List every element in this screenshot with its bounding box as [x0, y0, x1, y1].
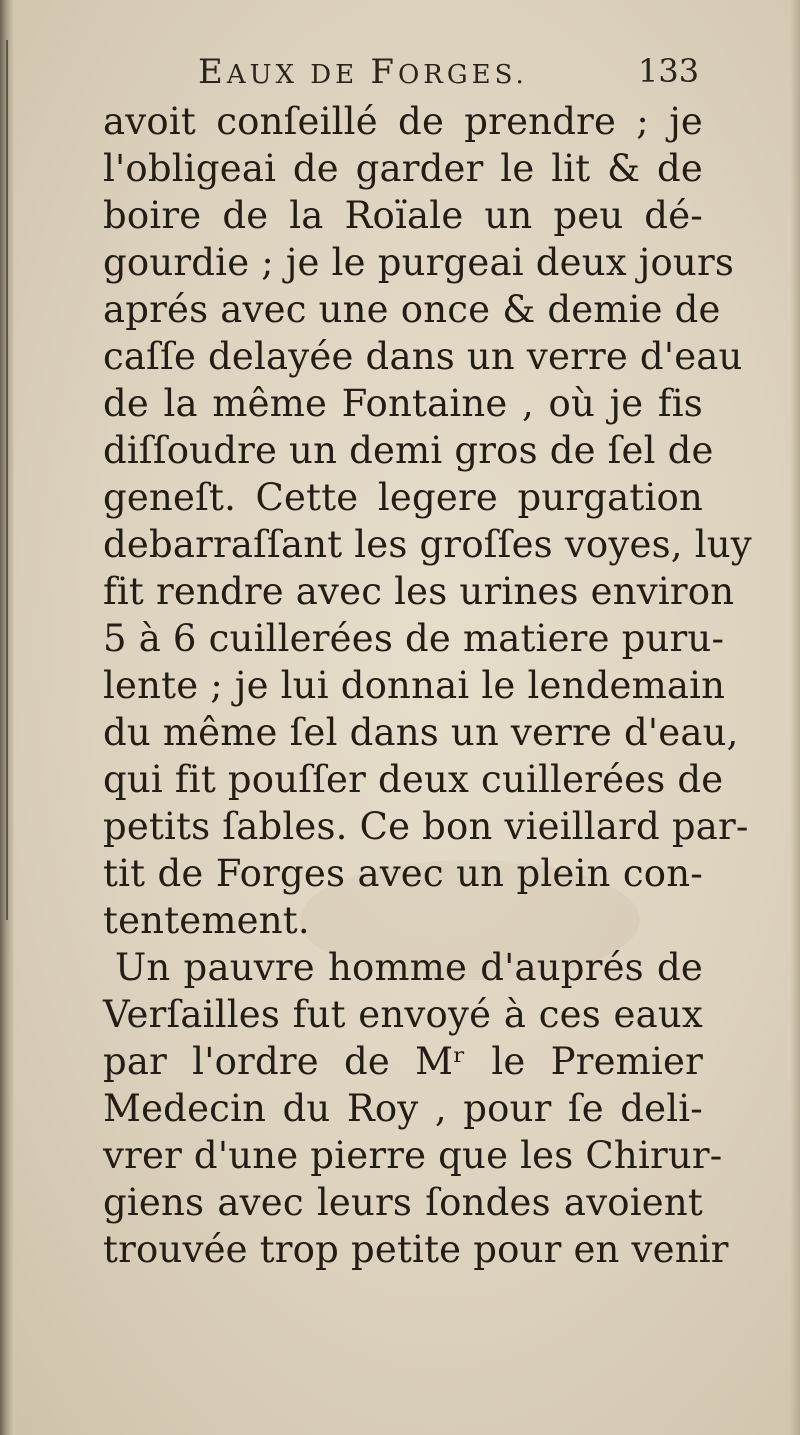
text-line: diſſoudre un demi gros de ſel de [103, 429, 714, 472]
running-title-part: AUX [226, 60, 311, 90]
running-title-part: ORGES. [397, 60, 528, 90]
text-line: vrer d'une pierre que les Chirur- [103, 1134, 723, 1177]
running-title-part: F [370, 52, 398, 92]
text-line: de la même Fontaine , où je fis [103, 382, 703, 425]
text-line: 5 à 6 cuillerées de matiere puru- [103, 617, 725, 660]
text-line: gourdie ; je le purgeai deux jours [103, 241, 735, 284]
text-line: debarraſſant les groſſes voyes, luy [103, 523, 752, 566]
text-line: du même ſel dans un verre d'eau, [103, 711, 739, 754]
text-line: l'obligeai de garder le lit & de [103, 147, 703, 190]
text-line: par l'ordre de Mʳ le Premier [103, 1040, 703, 1083]
text-line: aprés avec une once & demie de [103, 288, 721, 331]
text-line: qui fit pouſſer deux cuillerées de [103, 758, 724, 801]
text-line: Verſailles fut envoyé à ces eaux [103, 993, 703, 1036]
text-line: fit rendre avec les urines environ [103, 570, 735, 613]
text-line: Medecin du Roy , pour ſe deli- [103, 1087, 703, 1130]
text-line: petits ſables. Ce bon vieillard par- [103, 805, 749, 848]
text-line: trouvée trop petite pour en venir [103, 1228, 729, 1271]
binding-shadow-line [6, 40, 8, 920]
paragraph-start-line: Un pauvre homme d'auprés de [115, 946, 703, 989]
text-line: boire de la Roïale un peu dé- [103, 194, 703, 237]
text-line: giens avec leurs ſondes avoient [103, 1181, 703, 1224]
running-title [198, 52, 528, 92]
paragraph-end-line: tentement. [103, 899, 310, 942]
text-line: tit de Forges avec un plein con- [103, 852, 703, 895]
text-line: geneſt. Cette legere purgation [103, 476, 703, 519]
text-line: caſſe delayée dans un verre d'eau [103, 335, 743, 378]
running-title-part: DE [310, 60, 371, 90]
body-text [103, 98, 752, 1273]
text-line: avoit conſeillé de prendre ; je [103, 100, 703, 143]
page-header [0, 52, 800, 102]
text-line: lente ; je lui donnai le lendemain [103, 664, 726, 707]
page-number: 133 [638, 52, 700, 90]
running-title-part: E [198, 52, 227, 92]
page-edge-shadow [790, 0, 800, 1435]
